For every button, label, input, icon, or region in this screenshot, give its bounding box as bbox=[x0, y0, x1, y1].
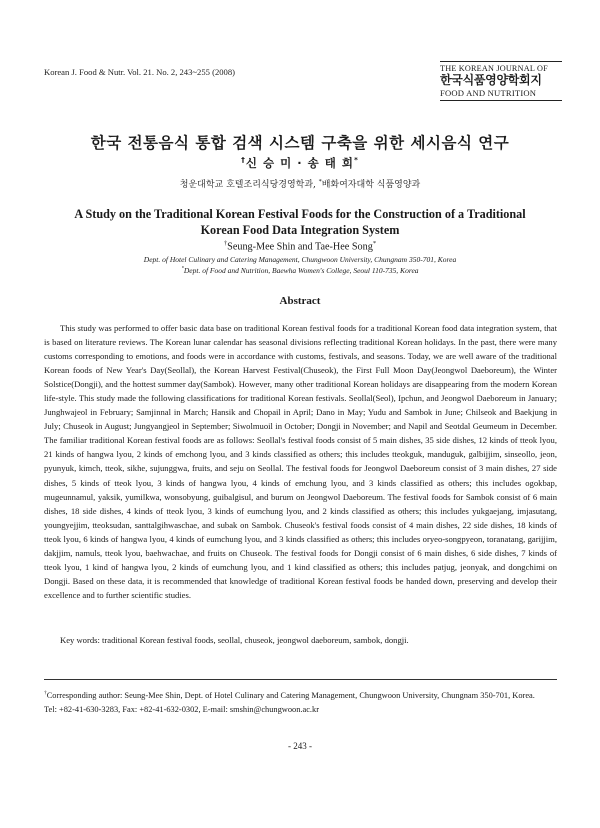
footnote-divider bbox=[44, 679, 557, 680]
masthead-bottom-rule bbox=[440, 100, 562, 101]
journal-name-ko: 한국식품영양학회지 bbox=[440, 73, 542, 87]
english-author-names: Seung-Mee Shin and Tae-Hee Song bbox=[227, 241, 373, 253]
footnote-author-line bbox=[44, 686, 557, 703]
english-affiliation-1 bbox=[0, 255, 600, 264]
footnote-contact: Tel: +82-41-630-3283, Fax: +82-41-632-0302, E-mail: smshin@chungwoon.ac.kr bbox=[44, 704, 319, 714]
english-authors bbox=[0, 240, 600, 252]
korean-author-names: 신 승 미 · 송 태 희 bbox=[245, 156, 354, 170]
korean-affiliation-1: 청운대학교 호텔조리식당경영학과, bbox=[179, 180, 316, 190]
page-number: - 243 - bbox=[288, 741, 312, 751]
abstract-heading: Abstract bbox=[279, 295, 321, 307]
journal-masthead bbox=[440, 61, 562, 101]
affiliation-mark: * bbox=[372, 240, 377, 247]
korean-title: 한국 전통음식 통합 검색 시스템 구축을 위한 세시음식 연구 bbox=[90, 134, 510, 152]
affiliation-mark: * bbox=[353, 155, 359, 165]
corresponding-footnote bbox=[44, 686, 557, 717]
journal-name-en-top: THE KOREAN JOURNAL OF bbox=[440, 64, 548, 73]
affiliation-mark: * bbox=[181, 266, 184, 272]
journal-citation: Korean J. Food & Nutr. Vol. 21. No. 2, 243~255 (2008) bbox=[44, 67, 236, 77]
abstract-body: This study was performed to offer basic data base on traditional Korean festival foods for a traditional Korean food data integration system, that is based on literature reviews. The Korean lunar calendar has seasonal divisions reflecting traditional Korean holidays. In the past, there were many customs corresponding to emotions, and foods were in accordance with customs, festivals, and seasons. Today, we are well aware of the traditional Korean foods of New Year's Day(Seollal), the Korean Harvest Festival(Chuseok), the First Full Moon Day(Jeongwol Daeboreum), the Winter Solstice(Dongji), and the hottest summer day(Sambok). However, many other traditional Korean holidays are disappearing from the modern Korean life-style. This study made the following classifications for traditional Korean festivals. Seollal(Seol), Ipchun, and Jeongwol Daeboreum in January; Junghwajeol in February; Samjinnal in March; Hansik and Chopail in April; Dano in May; Yudu and Sambok in June; Chilseok and Baekjung in July; Chuseok in August; Jungyangjeol in September; Siwolmuoil in October; Dongji in November; and Napil and Seotdal Geumeum in December. The familiar traditional Korean festival foods are as follows: Seollal's festival foods consist of 5 main dishes, 35 side dishes, 12 kinds of tteok lyou, 21 kinds of hangwa lyou, 2 kinds of emchong lyou, and 3 kinds classified as others; this includes tteokguk, manduguk, galbijjim, sinseollo, jeon, pyunyuk, kimch, tteok, sikhe, sujunggwa, fruits, and seju on Seollal. The festival foods for Jeongwol Daeboreum consist of 3 main dishes, 27 side dishes, 5 kinds of tteok lyou, 3 kinds of hangwa lyou, 4 kinds of emchung lyou, and 3 kinds classified as others; this includes ogokbap, mugeunnamul, yaksik, yumilkwa, wonsobyung, guibalgisul, and burum on Jeongwol Daeboreum. The festival foods for Sambok consist of 6 main dishes, 18 side dishes, 4 kinds of tteok lyou, 3 kinds of eumchung lyou, and 2 kinds classified as others; this includes yukgaejang, imjasutang, youngyejjim, tteoksudan, santtalgihwaschae, and subak on Sambok. Chuseok's festival foods consist of 4 main dishes, 22 side dishes, 18 kinds of tteok lyou, 6 kinds of hangwa lyou, 4 kinds of eumchung lyou, and 3 kinds classified as others; this includes oryeo-songpyeon, toranatang, garijjim, dakjjim, namuls, tteok lyou, baehwachae, and fruits on Chuseok. The festival foods for Dongji consist of 6 main dishes, 6 side dishes, 7 kinds of tteok lyou, 1 kind of hangwa lyou, 2 kinds of eumchung lyou, and 1 kind classified as others; this includes patjug, jeonyak, and dongchimi on Dongji. Based on these data, it is recommended that knowledge of traditional Korean festival foods be handed down, preserving and develop their excellence and to further scientific studies. bbox=[44, 323, 557, 600]
english-title: A Study on the Traditional Korean Festival Foods for the Construction of a Traditional Korean Food Data Integration System bbox=[74, 207, 526, 237]
affiliation-mark: * bbox=[318, 179, 322, 185]
affiliation-text: Dept. of Hotel Culinary and Catering Management, Chungwoon University, Chungnam 350-701, Korea bbox=[143, 255, 457, 264]
journal-name-en-bottom: FOOD AND NUTRITION bbox=[440, 88, 537, 98]
corresponding-mark: † bbox=[241, 155, 246, 165]
korean-affiliation-2: 배화여자대학 식품영양과 bbox=[321, 180, 421, 190]
footnote-text: Corresponding author: Seung-Mee Shin, Dept. of Hotel Culinary and Catering Management, Chungwoon University, Chungnam 350-701, Korea. bbox=[46, 690, 535, 700]
masthead-top-rule bbox=[440, 61, 562, 62]
keywords: Key words: traditional Korean festival foods, seollal, chuseok, jeongwol daeboreum, sambok, dongji. bbox=[60, 635, 409, 645]
korean-affiliations bbox=[0, 177, 600, 190]
affiliation-text: Dept. of Food and Nutrition, Baewha Women's College, Seoul 110-735, Korea bbox=[183, 266, 419, 275]
corresponding-mark: † bbox=[223, 240, 228, 247]
english-affiliation-2 bbox=[0, 266, 600, 275]
korean-authors bbox=[0, 155, 600, 171]
corresponding-mark: † bbox=[44, 690, 47, 696]
